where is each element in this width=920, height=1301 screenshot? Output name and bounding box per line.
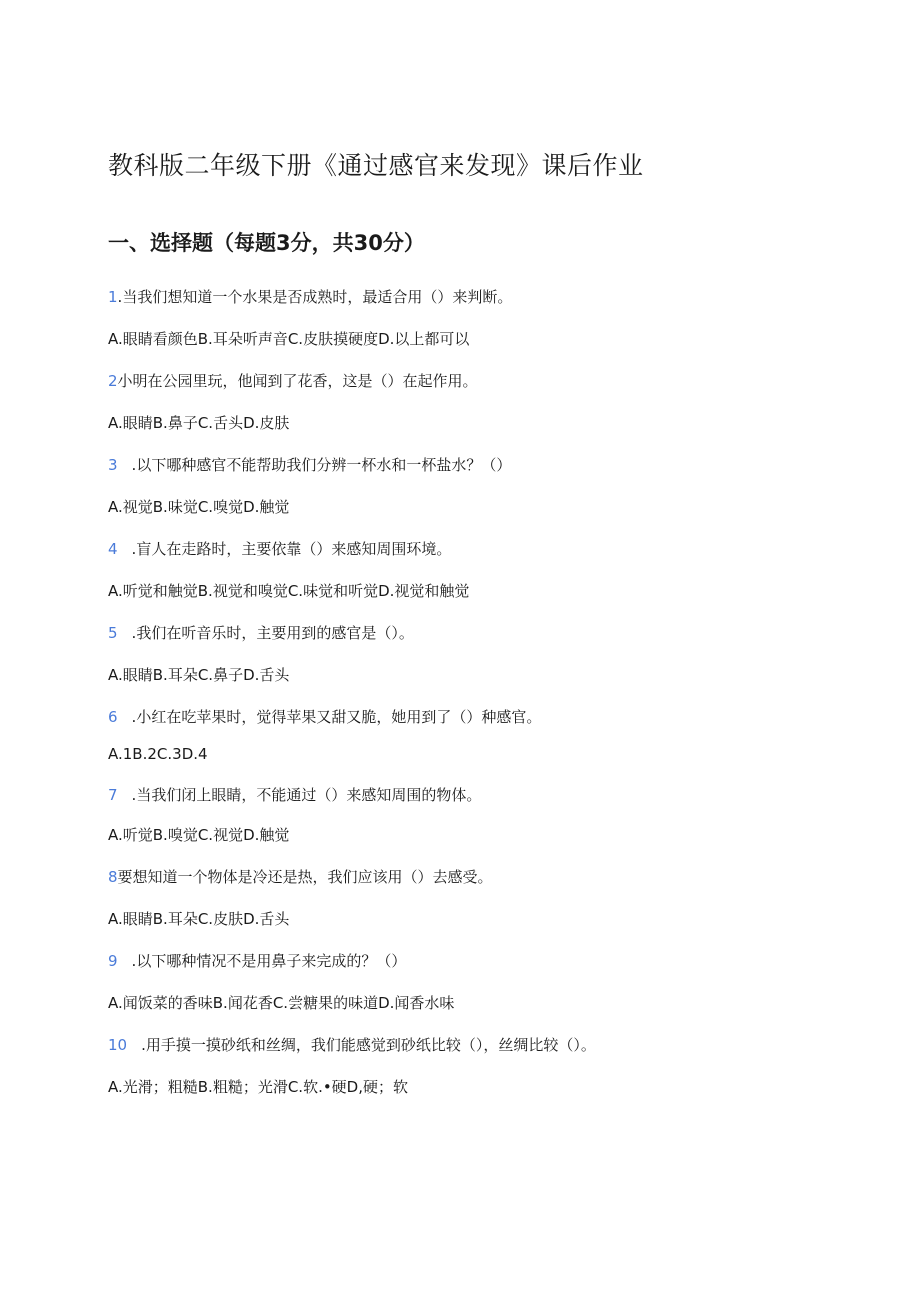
- question-6: [108, 706, 541, 728]
- question-text: .盲人在走路时，主要依靠（）来感知周围环境。: [131, 540, 452, 558]
- section-heading-suffix: 分）: [382, 231, 425, 255]
- section-heading-prefix: 一、选择题（每题: [108, 231, 276, 255]
- question-number: 4: [108, 540, 118, 558]
- question-text: .以下哪种感官不能帮助我们分辨一杯水和一杯盐水？（）: [131, 456, 512, 474]
- question-9: [108, 950, 406, 972]
- section-heading-total: 30: [353, 231, 383, 255]
- question-9-options: A.闻饭菜的香味B.闻花香C.尝糖果的味道D.闻香水味: [108, 994, 455, 1012]
- question-number: 3: [108, 456, 118, 474]
- question-2-options: A.眼睛B.鼻子C.舌头D.皮肤: [108, 414, 290, 432]
- question-text: .我们在听音乐时，主要用到的感官是（）。: [131, 624, 414, 642]
- question-4: [108, 538, 451, 560]
- question-text: .小红在吃苹果时，觉得苹果又甜又脆，她用到了（）种感官。: [131, 708, 542, 726]
- question-2: [108, 370, 478, 392]
- question-text: .当我们闭上眼睛，不能通过（）来感知周围的物体。: [131, 786, 482, 804]
- document-title: 教科版二年级下册《通过感官来发现》课后作业: [108, 151, 644, 180]
- question-text: .当我们想知道一个水果是否成熟时，最适合用（）来判断。: [117, 288, 513, 306]
- question-10-options: A.光滑；粗糙B.粗糙；光滑C.软.•硬D,硬；软: [108, 1078, 409, 1096]
- question-5: [108, 622, 414, 644]
- section-heading-points: 3: [276, 231, 291, 255]
- question-text: .以下哪种情况不是用鼻子来完成的？（）: [131, 952, 407, 970]
- question-text: .用手摸一摸砂纸和丝绸，我们能感觉到砂纸比较（），丝绸比较（）。: [141, 1036, 596, 1054]
- section-heading: [108, 226, 425, 260]
- question-7-options: A.听觉B.嗅觉C.视觉D.触觉: [108, 826, 290, 844]
- question-1: [108, 286, 512, 308]
- question-number: 7: [108, 786, 118, 804]
- question-text: 小明在公园里玩，他闻到了花香，这是（）在起作用。: [117, 372, 478, 390]
- question-number: 8: [108, 868, 118, 886]
- question-4-options: A.听觉和触觉B.视觉和嗅觉C.味觉和听觉D.视觉和触觉: [108, 582, 470, 600]
- question-number: 2: [108, 372, 118, 390]
- section-heading-middle: 分，共: [290, 231, 354, 255]
- question-8-options: A.眼睛B.耳朵C.皮肤D.舌头: [108, 910, 290, 928]
- question-number: 6: [108, 708, 118, 726]
- question-1-options: A.眼睛看颜色B.耳朵听声音C.皮肤摸硬度D.以上都可以: [108, 330, 470, 348]
- question-number: 5: [108, 624, 118, 642]
- question-number: 9: [108, 952, 118, 970]
- question-7: [108, 784, 481, 806]
- question-3: [108, 454, 511, 476]
- question-text: 要想知道一个物体是冷还是热，我们应该用（）去感受。: [117, 868, 493, 886]
- question-3-options: A.视觉B.味觉C.嗅觉D.触觉: [108, 498, 290, 516]
- question-8: [108, 866, 493, 888]
- question-6-options: A.1B.2C.3D.4: [108, 745, 208, 763]
- question-10: [108, 1034, 596, 1056]
- question-5-options: A.眼睛B.耳朵C.鼻子D.舌头: [108, 666, 290, 684]
- question-number: 10: [108, 1036, 128, 1054]
- question-number: 1: [108, 288, 118, 306]
